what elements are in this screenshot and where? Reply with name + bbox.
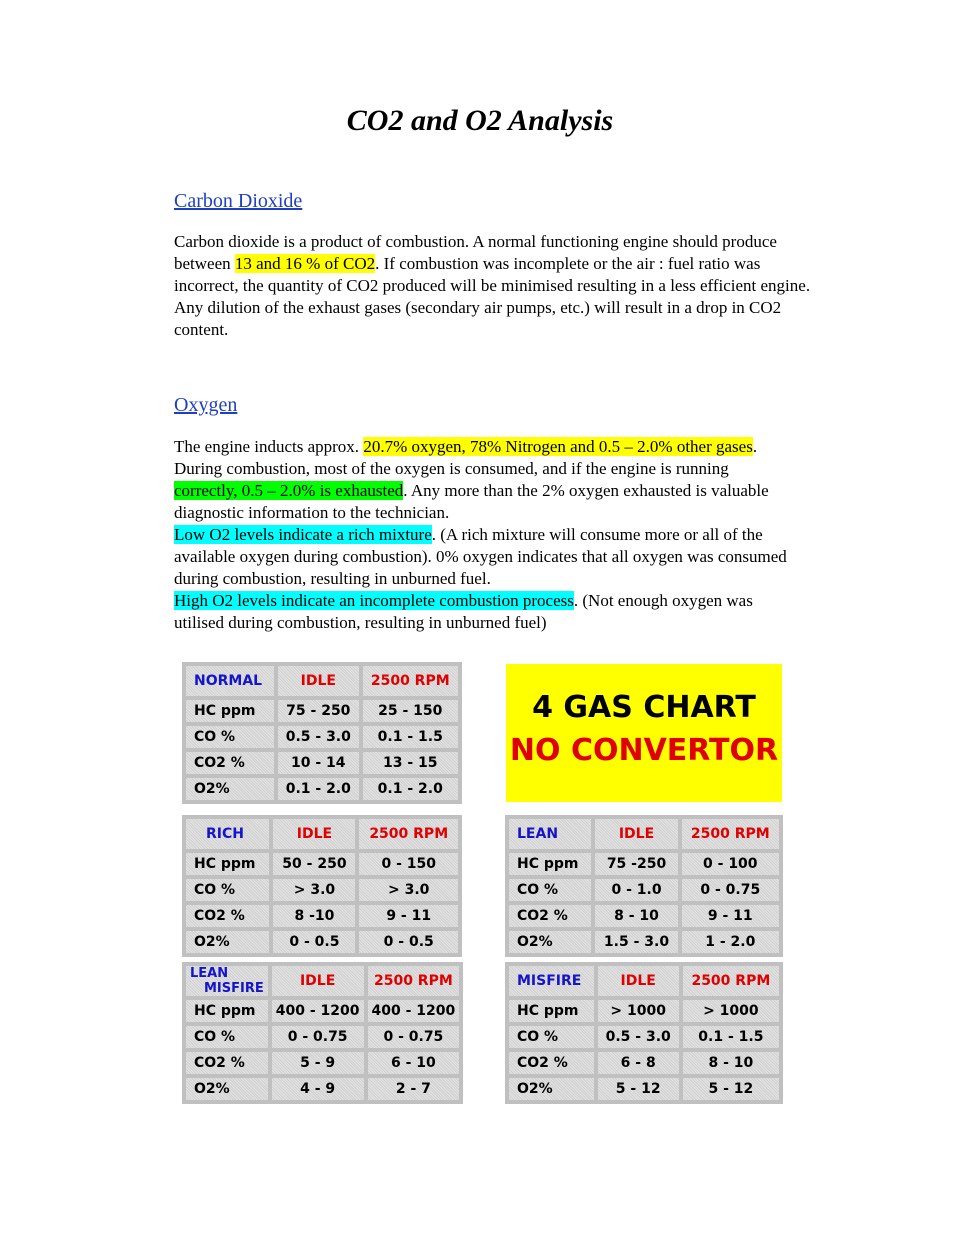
idle-value: 5 - 12	[598, 1078, 679, 1100]
o2-highlight-exhausted: correctly, 0.5 – 2.0% is exhausted	[174, 481, 404, 500]
rpm-value: 9 - 11	[682, 905, 779, 927]
idle-value: > 1000	[598, 1000, 679, 1022]
carbon-dioxide-paragraph	[174, 231, 814, 341]
o2-highlight-low: Low O2 levels indicate a rich mixture	[174, 525, 432, 544]
rpm-value: 2 - 7	[368, 1078, 460, 1100]
idle-value: 400 - 1200	[272, 1000, 364, 1022]
rpm-value: > 3.0	[359, 879, 458, 901]
table-title: RICH	[186, 819, 269, 849]
co2-text-1: Carbon dioxide is a product of combustion. A normal functioning engine should produce between	[174, 232, 777, 273]
rpm-value: 13 - 15	[363, 752, 458, 774]
table-title: LEAN	[509, 819, 591, 849]
rpm-value: 25 - 150	[363, 700, 458, 722]
idle-header: IDLE	[272, 966, 364, 996]
idle-value: 0.5 - 3.0	[598, 1026, 679, 1048]
idle-value: 0 - 0.75	[272, 1026, 364, 1048]
rpm-value: 9 - 11	[359, 905, 458, 927]
banner-line-1: 4 GAS CHART	[532, 690, 756, 725]
idle-value: 10 - 14	[278, 752, 358, 774]
o2-text-5: . (Not enough oxygen was utilised during combustion, resulting in unburned fuel)	[174, 591, 753, 632]
idle-value: 6 - 8	[598, 1052, 679, 1074]
o2-text-1: The engine inducts approx.	[174, 437, 364, 456]
rpm-header: 2500 RPM	[363, 666, 458, 696]
title-line-1: LEAN	[190, 966, 229, 981]
row-label: CO %	[186, 879, 269, 901]
idle-value: 5 - 9	[272, 1052, 364, 1074]
carbon-dioxide-link[interactable]: Carbon Dioxide	[174, 190, 303, 212]
banner-line-2: NO CONVERTOR	[509, 733, 779, 768]
row-label: HC ppm	[186, 1000, 268, 1022]
idle-value: 8 -10	[273, 905, 355, 927]
rpm-header: 2500 RPM	[359, 819, 458, 849]
row-label: CO2 %	[509, 905, 591, 927]
row-label: O2%	[186, 1078, 268, 1100]
row-label: CO %	[186, 726, 274, 748]
rpm-value: 0 - 0.5	[359, 931, 458, 953]
rpm-value: 0 - 100	[682, 853, 779, 875]
title-line-2: MISFIRE	[204, 981, 264, 996]
idle-value: 0 - 0.5	[273, 931, 355, 953]
rpm-value: 0.1 - 1.5	[363, 726, 458, 748]
table-row	[186, 1000, 459, 1022]
table-title: MISFIRE	[509, 966, 594, 996]
row-label: O2%	[509, 931, 591, 953]
page-title: CO2 and O2 Analysis	[346, 104, 614, 137]
table-row	[186, 778, 458, 800]
rpm-value: 1 - 2.0	[682, 931, 779, 953]
rpm-value: 0.1 - 1.5	[683, 1026, 779, 1048]
row-label: CO %	[186, 1026, 268, 1048]
rich-table	[182, 815, 462, 957]
idle-header: IDLE	[273, 819, 355, 849]
o2-highlight-high: High O2 levels indicate an incomplete combustion process	[174, 591, 574, 610]
table-row	[509, 931, 779, 953]
idle-value: 75 -250	[595, 853, 677, 875]
row-label: CO2 %	[186, 1052, 268, 1074]
row-label: CO2 %	[186, 905, 269, 927]
table-row	[509, 853, 779, 875]
table-row	[509, 879, 779, 901]
idle-value: 8 - 10	[595, 905, 677, 927]
rpm-value: 5 - 12	[683, 1078, 779, 1100]
idle-value: 4 - 9	[272, 1078, 364, 1100]
row-label: O2%	[186, 931, 269, 953]
table-row	[509, 1078, 779, 1100]
normal-table	[182, 662, 462, 804]
table-row	[186, 905, 458, 927]
row-label: HC ppm	[186, 700, 274, 722]
idle-header: IDLE	[598, 966, 679, 996]
table-row	[186, 931, 458, 953]
table-row	[509, 1052, 779, 1074]
table-row	[186, 1026, 459, 1048]
idle-value: 0.5 - 3.0	[278, 726, 358, 748]
rpm-value: 8 - 10	[683, 1052, 779, 1074]
oxygen-link[interactable]: Oxygen	[174, 394, 238, 416]
table-row	[509, 1000, 779, 1022]
table-row	[186, 752, 458, 774]
rpm-value: 0 - 150	[359, 853, 458, 875]
table-title	[186, 966, 268, 996]
row-label: HC ppm	[186, 853, 269, 875]
row-label: CO %	[509, 1026, 594, 1048]
o2-text-2: . During combustion, most of the oxygen is consumed, and if the engine is running	[174, 437, 758, 478]
row-label: O2%	[186, 778, 274, 800]
co2-text-2: . If combustion was incomplete or the air : fuel ratio was incorrect, the quantity of CO2 produced will be minimised resulting in a less efficient engine. Any dilution of the exhaust gases (secondary air pumps, etc.) will result in a drop in CO2 content.	[174, 254, 811, 339]
gas-chart-banner	[506, 664, 782, 802]
oxygen-paragraph	[174, 436, 794, 634]
lean-misfire-table	[182, 962, 463, 1104]
idle-header: IDLE	[595, 819, 677, 849]
row-label: CO2 %	[186, 752, 274, 774]
row-label: O2%	[509, 1078, 594, 1100]
idle-value: 75 - 250	[278, 700, 358, 722]
lean-table	[505, 815, 783, 957]
table-row	[509, 1026, 779, 1048]
idle-value: 0 - 1.0	[595, 879, 677, 901]
row-label: HC ppm	[509, 853, 591, 875]
row-label: CO2 %	[509, 1052, 594, 1074]
rpm-value: 400 - 1200	[368, 1000, 460, 1022]
table-row	[186, 726, 458, 748]
table-row	[509, 905, 779, 927]
row-label: HC ppm	[509, 1000, 594, 1022]
rpm-value: 0 - 0.75	[682, 879, 779, 901]
table-row	[186, 853, 458, 875]
rpm-value: > 1000	[683, 1000, 779, 1022]
table-row	[186, 700, 458, 722]
misfire-table	[505, 962, 783, 1104]
rpm-value: 0.1 - 2.0	[363, 778, 458, 800]
rpm-header: 2500 RPM	[683, 966, 779, 996]
table-row	[186, 879, 458, 901]
co2-highlight: 13 and 16 % of CO2	[234, 254, 376, 273]
idle-value: > 3.0	[273, 879, 355, 901]
idle-value: 1.5 - 3.0	[595, 931, 677, 953]
o2-text-3: . Any more than the 2% oxygen exhausted is valuable diagnostic information to the technician.	[174, 481, 769, 522]
o2-highlight-gases: 20.7% oxygen, 78% Nitrogen and 0.5 – 2.0% other gases	[363, 437, 753, 456]
table-title: NORMAL	[186, 666, 274, 696]
idle-value: 50 - 250	[273, 853, 355, 875]
rpm-value: 0 - 0.75	[368, 1026, 460, 1048]
table-row	[186, 1078, 459, 1100]
idle-header: IDLE	[278, 666, 358, 696]
row-label: CO %	[509, 879, 591, 901]
idle-value: 0.1 - 2.0	[278, 778, 358, 800]
rpm-header: 2500 RPM	[682, 819, 779, 849]
o2-text-4: . (A rich mixture will consume more or all of the available oxygen during combustion). 0% oxygen indicates that all oxygen was consumed during combustion, resulting in unburned fuel.	[174, 525, 787, 588]
table-row	[186, 1052, 459, 1074]
rpm-value: 6 - 10	[368, 1052, 460, 1074]
rpm-header: 2500 RPM	[368, 966, 460, 996]
